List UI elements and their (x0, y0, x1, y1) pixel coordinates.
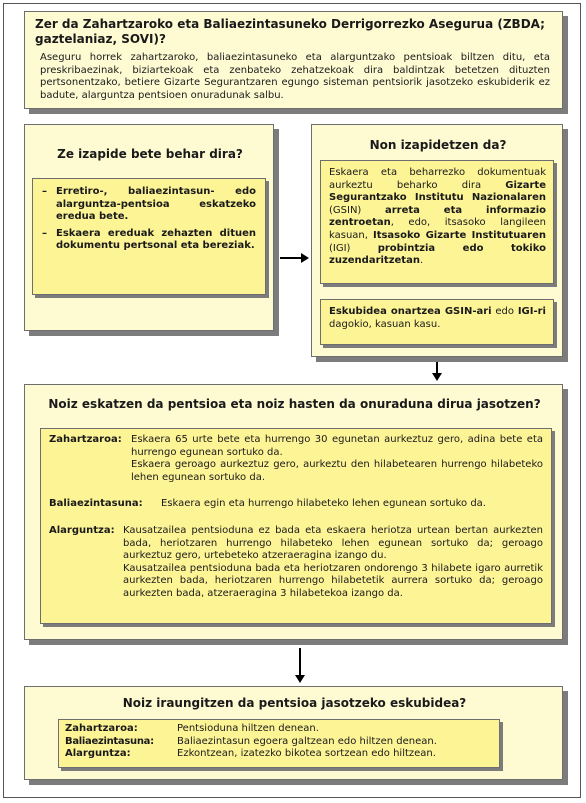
text-span: edo (491, 306, 518, 317)
zbda-body: Aseguru horrek zahartzaroko, baliaezintasuneko eta alarguntzako pentsioak biltzen ditu, eta preskribaezinak, biziartekoak eta zenbateko zehatzekoak dira baldintzak betetzen dituzten pertsonentzako, betiere Gizarte Segurantzaren egungo sisteman pentsiorik jasotzeko eskubiderik ez badute, alarguntza pentsioen onuradunak salbu. (40, 52, 550, 101)
where-main-panel (320, 160, 554, 284)
text-span: (IGI) (329, 242, 378, 254)
expire-panel (58, 719, 500, 768)
row-text: Eskaera egin eta hurrengo hilabeteko lehen egunean sortuko da. (161, 498, 486, 510)
row-text: Pentsioduna hiltzen denean. (177, 723, 319, 734)
text-span: (GSIN) (329, 204, 385, 216)
row-text: Eskaera 65 urte bete eta hurrengo 30 egunetan aurkeztuz gero, adina bete eta hurrengo egunean sortuko da. (131, 434, 543, 458)
where-title: Non izapidetzen da? (369, 138, 507, 152)
procedure-list (32, 178, 266, 295)
row-text: Kausatzailea pentsioduna ez bada eta eskaera heriotza urtean bertan aurkezten bada, heriotzaren hurrengo hilabeteko lehen egunean sortuko da; geroago aurkeztuz gero, urtebeteko atzeraeragina izango du. (123, 524, 543, 562)
row-label: Baliaezintasuna: (49, 498, 143, 510)
expire-row (65, 723, 493, 736)
bullet-dash: – (42, 227, 47, 239)
zbda-title: Zer da Zahartzaroko eta Baliaezintasuneko Derrigorrezko Asegurua (ZBDA; gaztelaniaz, SOVI)? (35, 17, 545, 46)
row-label: Alarguntza: (65, 748, 131, 760)
when-panel (40, 428, 552, 624)
when-row-zahartzaroa (49, 434, 543, 484)
text-span: dagokio, kasuan kasu. (329, 318, 441, 330)
where-main-text (329, 167, 546, 268)
procedure-title: Ze izapide bete behar dira? (57, 147, 243, 161)
where-right-panel (320, 299, 554, 345)
when-title: Noiz eskatzen da pentsioa eta noiz hasten da onuraduna dirua jasotzen? (48, 397, 541, 411)
row-text: Baliaezintasun egoera galtzean edo hiltzen denean. (177, 735, 437, 747)
procedure-item-text: Erretiro-, baliaezintasun- edo alarguntza-pentsioa eskatzeko eredua bete. (56, 186, 256, 223)
row-content (123, 525, 543, 601)
when-row-alarguntza (49, 525, 543, 601)
text-bold-span: Eskubidea onartzea GSIN-ari (329, 306, 492, 317)
zbda-definition-box (24, 11, 563, 109)
bullet-dash: – (42, 186, 47, 197)
where-box (311, 124, 563, 357)
gsin-name: Gizarte Segurantzako Institutu Nazionalaren (329, 179, 546, 204)
procedure-box (24, 124, 274, 331)
arrow-down-shaft (299, 648, 301, 676)
procedure-item-text: Eskaera ereduak zehazten dituen dokumentu pertsonal eta bereziak. (56, 227, 256, 252)
arrow-right-shaft (280, 257, 303, 259)
when-row-baliaezintasuna (49, 498, 543, 511)
igi-name: Itsasoko Gizarte Institutuaren (372, 229, 546, 241)
row-label: Zahartzaroa: (49, 434, 122, 445)
arrow-down-icon (295, 675, 305, 683)
expire-row (65, 748, 493, 761)
expire-box (24, 686, 563, 780)
procedure-item (42, 186, 256, 224)
row-label: Alarguntza: (49, 524, 115, 536)
text-bold-span: IGI-ri (517, 306, 546, 317)
arrow-right-icon (301, 253, 309, 263)
text-span: . (419, 255, 424, 267)
row-label: Zahartzaroa: (65, 723, 138, 734)
row-content (131, 434, 543, 484)
where-right-text (329, 306, 546, 331)
expire-title: Noiz iraungitzen da pentsioa jasotzeko eskubidea? (122, 696, 467, 710)
procedure-item (42, 228, 256, 253)
when-box (24, 384, 563, 640)
text-span: Eskaera eta beharrezko dokumentuak aurkeztu beharko dira (329, 167, 546, 191)
row-text: Ezkontzean, izatezko bikotea sortzean edo hiltzean. (177, 748, 436, 760)
arrow-down-icon (432, 373, 442, 381)
row-text: Eskaera geroago aurkeztuz gero, aurkeztu den hilabetearen hurrengo hilabeteko lehen egunean sortuko da. (131, 459, 543, 483)
expire-row (65, 736, 493, 749)
row-text: Kausatzailea pentsioduna bada eta heriotzaren ondorengo 3 hilabete igaro aurretik aurkezten bada, heriotzaren hurrengo hilabetetik aurrera sortuko da; geroago aurkezten bada, atzeraeragina 3 hilabetekoa izango da. (123, 562, 543, 599)
text-span: , edo, itsasoko langileen kasuan, (329, 217, 546, 241)
row-label: Baliaezintasuna: (65, 735, 154, 747)
text-bold-span: arreta eta informazio zentroetan (329, 204, 546, 229)
text-bold-span: probintzia edo tokiko zuzendaritzetan (329, 242, 546, 267)
